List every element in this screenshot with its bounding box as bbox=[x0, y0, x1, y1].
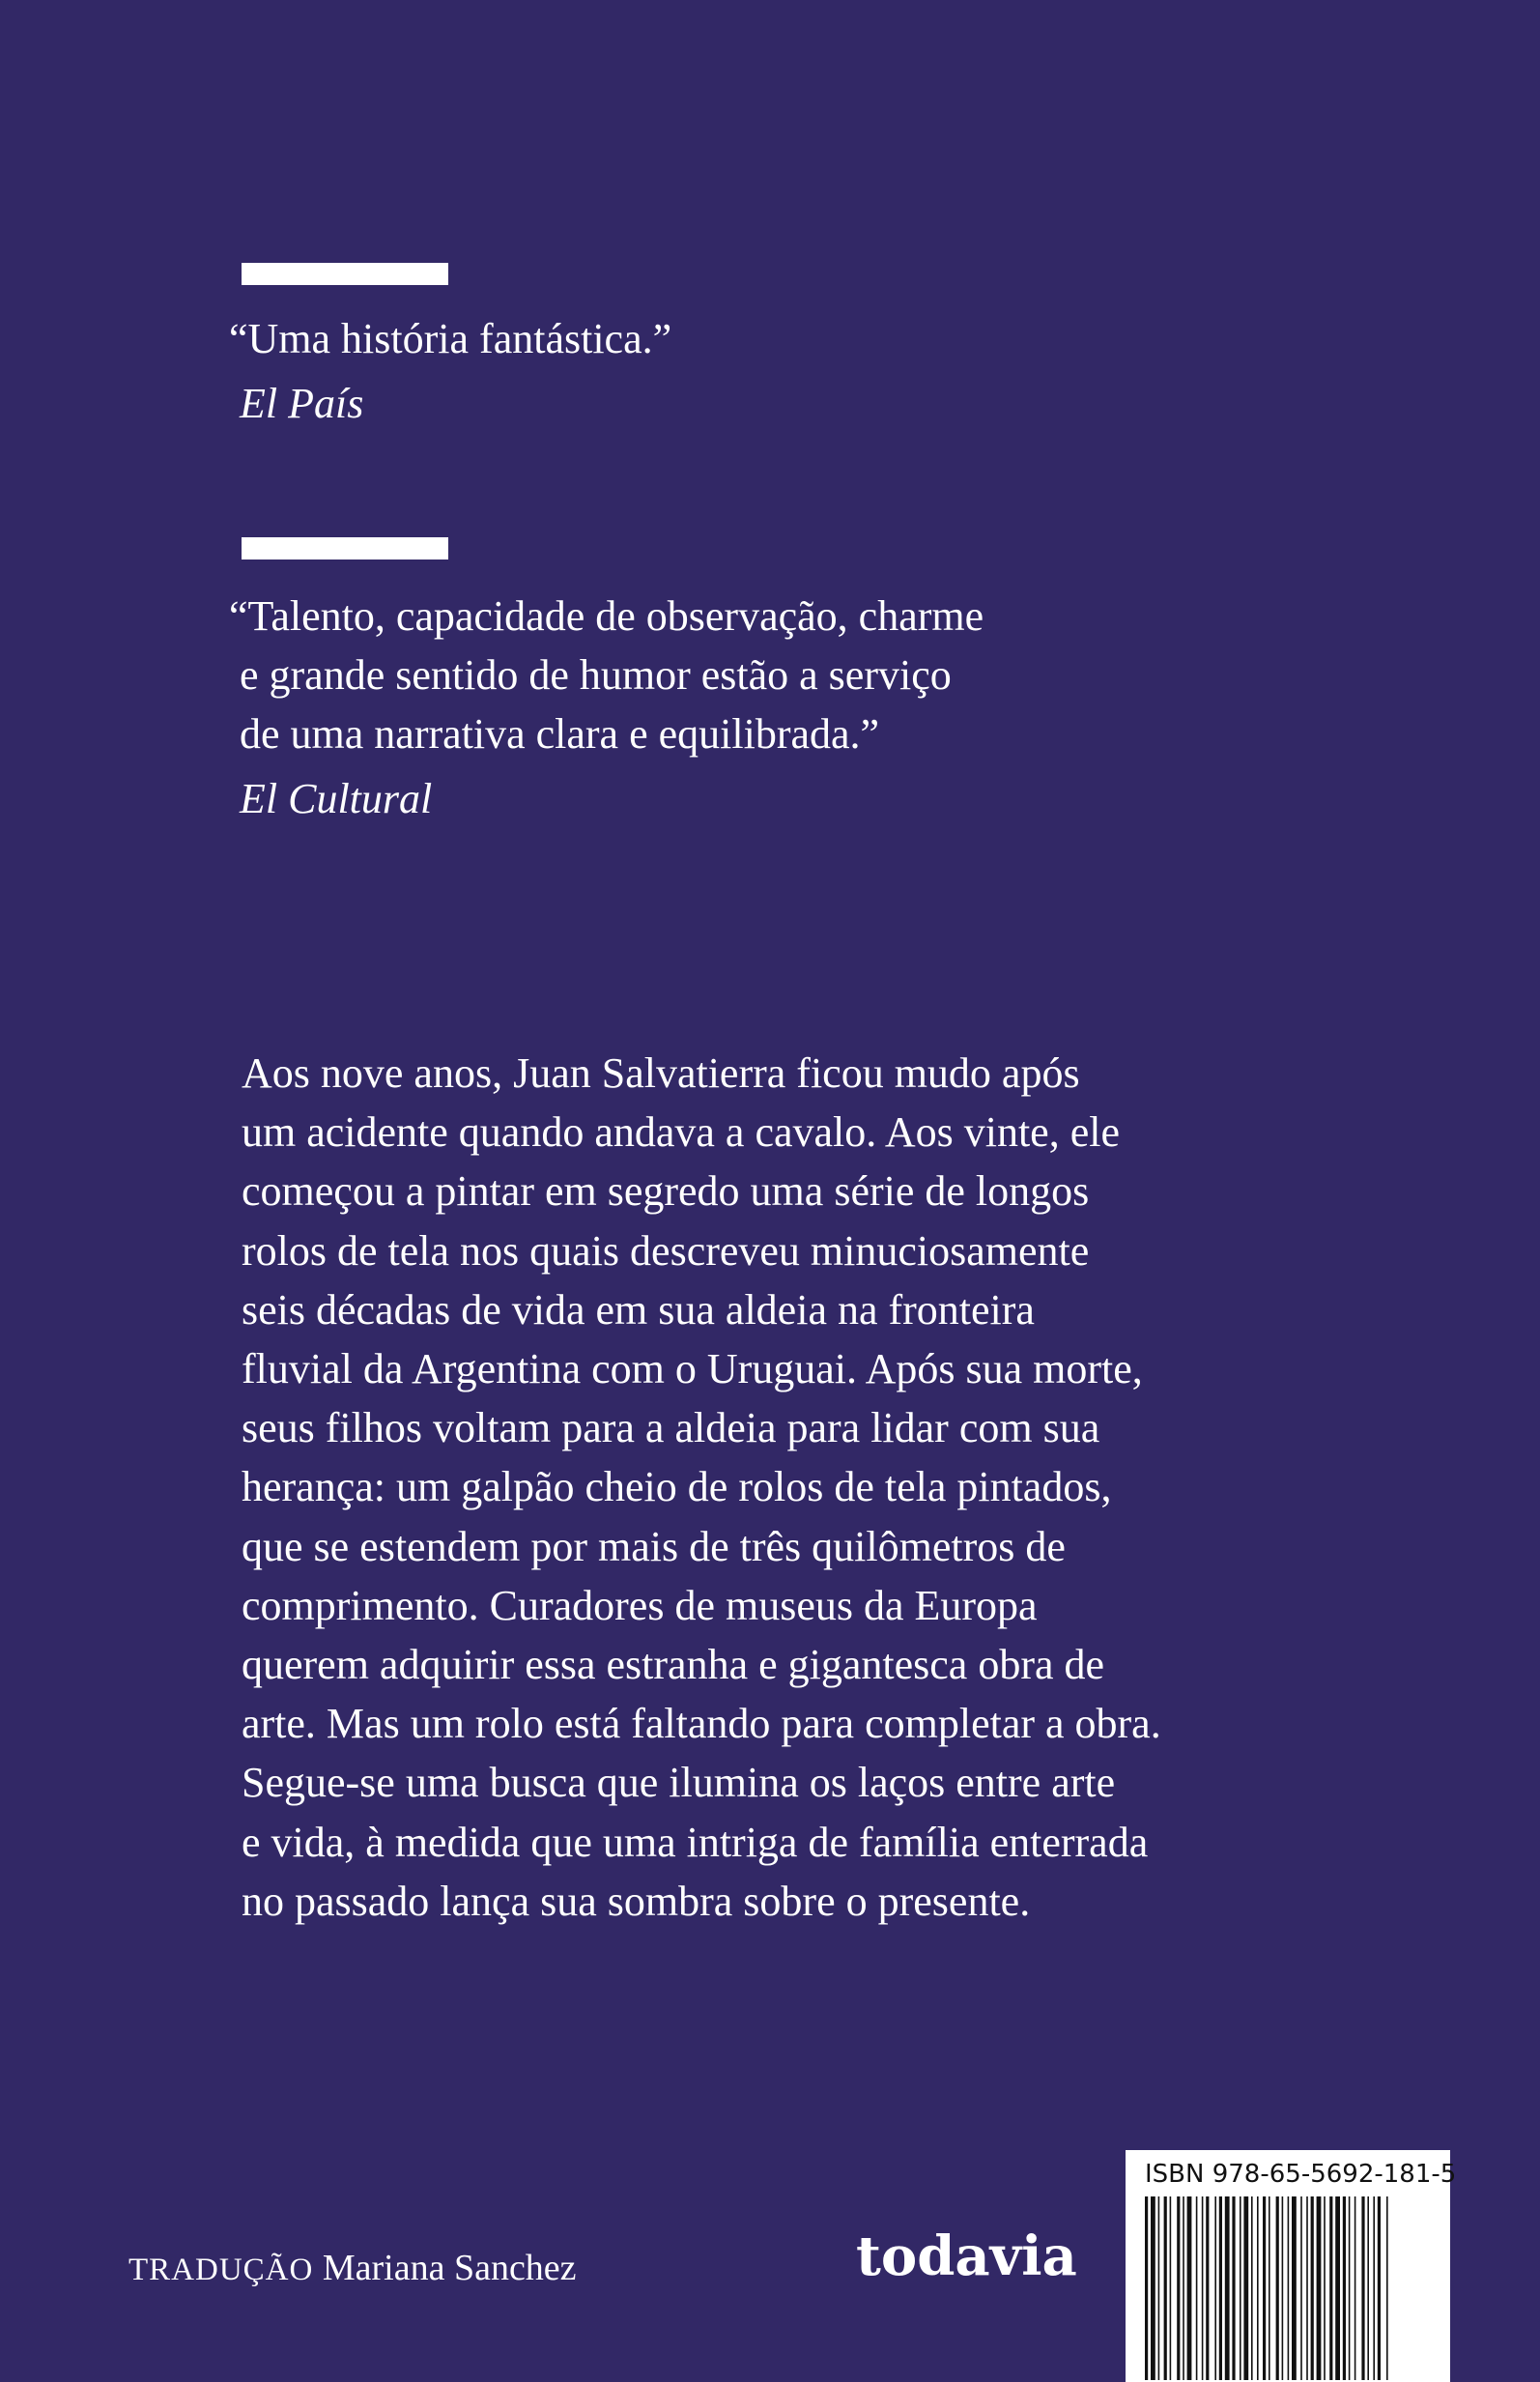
translator-credit bbox=[128, 2242, 577, 2296]
barcode-bar bbox=[1282, 2196, 1284, 2380]
barcode-bar bbox=[1306, 2196, 1308, 2380]
translator-role: TRADUÇÃO bbox=[128, 2253, 314, 2287]
synopsis-line: seis décadas de vida em sua aldeia na fronteira bbox=[242, 1285, 1035, 1334]
barcode-bar bbox=[1187, 2196, 1192, 2380]
barcode-bar bbox=[1240, 2196, 1241, 2380]
synopsis-line: começou a pintar em segredo uma série de longos bbox=[242, 1167, 1090, 1216]
barcode-bar bbox=[1349, 2196, 1351, 2380]
barcode-bar bbox=[1177, 2196, 1180, 2380]
synopsis-line: herança: um galpão cheio de rolos de tela pintados, bbox=[242, 1463, 1112, 1511]
barcode-bar bbox=[1343, 2196, 1346, 2380]
barcode-bar bbox=[1311, 2196, 1314, 2380]
barcode-bar bbox=[1214, 2196, 1216, 2380]
synopsis bbox=[242, 1044, 1161, 1931]
barcode-bar bbox=[1183, 2196, 1184, 2380]
quote-2-text bbox=[229, 587, 984, 763]
translator-name: Mariana Sanchez bbox=[322, 2248, 577, 2288]
quote-1-text: “Uma história fantástica.” bbox=[229, 315, 672, 362]
barcode-bar bbox=[1269, 2196, 1270, 2380]
barcode-bar bbox=[1232, 2196, 1235, 2380]
synopsis-line: um acidente quando andava a cavalo. Aos vinte, ele bbox=[242, 1108, 1120, 1157]
synopsis-line: comprimento. Curadores de museus da Europa bbox=[242, 1581, 1038, 1629]
synopsis-line: seus filhos voltam para a aldeia para lidar com sua bbox=[242, 1404, 1100, 1452]
synopsis-line: arte. Mas um rolo está faltando para completar a obra. bbox=[242, 1700, 1161, 1748]
synopsis-line: Aos nove anos, Juan Salvatierra ficou mudo após bbox=[242, 1049, 1080, 1097]
barcode-icon bbox=[1145, 2196, 1431, 2380]
barcode-bar bbox=[1378, 2196, 1381, 2380]
barcode-bar bbox=[1196, 2196, 1198, 2380]
synopsis-line: Segue-se uma busca que ilumina os laços entre arte bbox=[242, 1759, 1116, 1807]
barcode-bar bbox=[1288, 2196, 1290, 2380]
synopsis-line: rolos de tela nos quais descreveu minuciosamente bbox=[242, 1226, 1090, 1275]
synopsis-line: querem adquirir essa estranha e gigantesca obra de bbox=[242, 1641, 1105, 1689]
barcode-bar bbox=[1361, 2196, 1364, 2380]
quote-2-line: “Talento, capacidade de observação, charme bbox=[229, 592, 984, 640]
barcode-bar bbox=[1243, 2196, 1248, 2380]
barcode-bar bbox=[1367, 2196, 1369, 2380]
barcode-bar bbox=[1202, 2196, 1204, 2380]
barcode-bar bbox=[1225, 2196, 1230, 2380]
publisher-logo: todavia bbox=[856, 2224, 1077, 2288]
barcode-bar bbox=[1386, 2196, 1388, 2380]
barcode-bar bbox=[1324, 2196, 1326, 2380]
barcode-bar bbox=[1164, 2196, 1167, 2380]
barcode-bar bbox=[1257, 2196, 1259, 2380]
barcode-bar bbox=[1317, 2196, 1322, 2380]
barcode-bar bbox=[1206, 2196, 1209, 2380]
barcode-bar bbox=[1145, 2196, 1148, 2380]
synopsis-line: fluvial da Argentina com o Uruguai. Após sua morte, bbox=[242, 1345, 1143, 1393]
quote-1-source: El País bbox=[240, 380, 364, 427]
barcode-box bbox=[1126, 2150, 1457, 2382]
barcode-bar bbox=[1329, 2196, 1332, 2380]
quote-2-line: de uma narrativa clara e equilibrada.” bbox=[229, 710, 880, 758]
isbn-number: ISBN 978-65-5692-181-5 bbox=[1145, 2160, 1457, 2189]
barcode-bar bbox=[1300, 2196, 1302, 2380]
barcode-bar bbox=[1219, 2196, 1222, 2380]
barcode-bar bbox=[1158, 2196, 1160, 2380]
barcode-bar bbox=[1263, 2196, 1266, 2380]
synopsis-line: e vida, à medida que uma intriga de família enterrada bbox=[242, 1818, 1149, 1866]
barcode-bar bbox=[1355, 2196, 1356, 2380]
quote-divider-2 bbox=[242, 537, 448, 560]
quote-divider-1 bbox=[242, 263, 448, 285]
barcode-bar bbox=[1170, 2196, 1172, 2380]
barcode-bar bbox=[1276, 2196, 1279, 2380]
barcode-bar bbox=[1292, 2196, 1297, 2380]
quote-2-line: e grande sentido de humor estão a serviço bbox=[229, 651, 952, 699]
barcode-bar bbox=[1373, 2196, 1375, 2380]
barcode-bar bbox=[1251, 2196, 1253, 2380]
quote-2-source: El Cultural bbox=[240, 775, 433, 822]
barcode-bar bbox=[1335, 2196, 1340, 2380]
synopsis-line: que se estendem por mais de três quilômetros de bbox=[242, 1522, 1066, 1570]
barcode-bar bbox=[1151, 2196, 1155, 2380]
synopsis-line: no passado lança sua sombra sobre o presente. bbox=[242, 1877, 1031, 1925]
